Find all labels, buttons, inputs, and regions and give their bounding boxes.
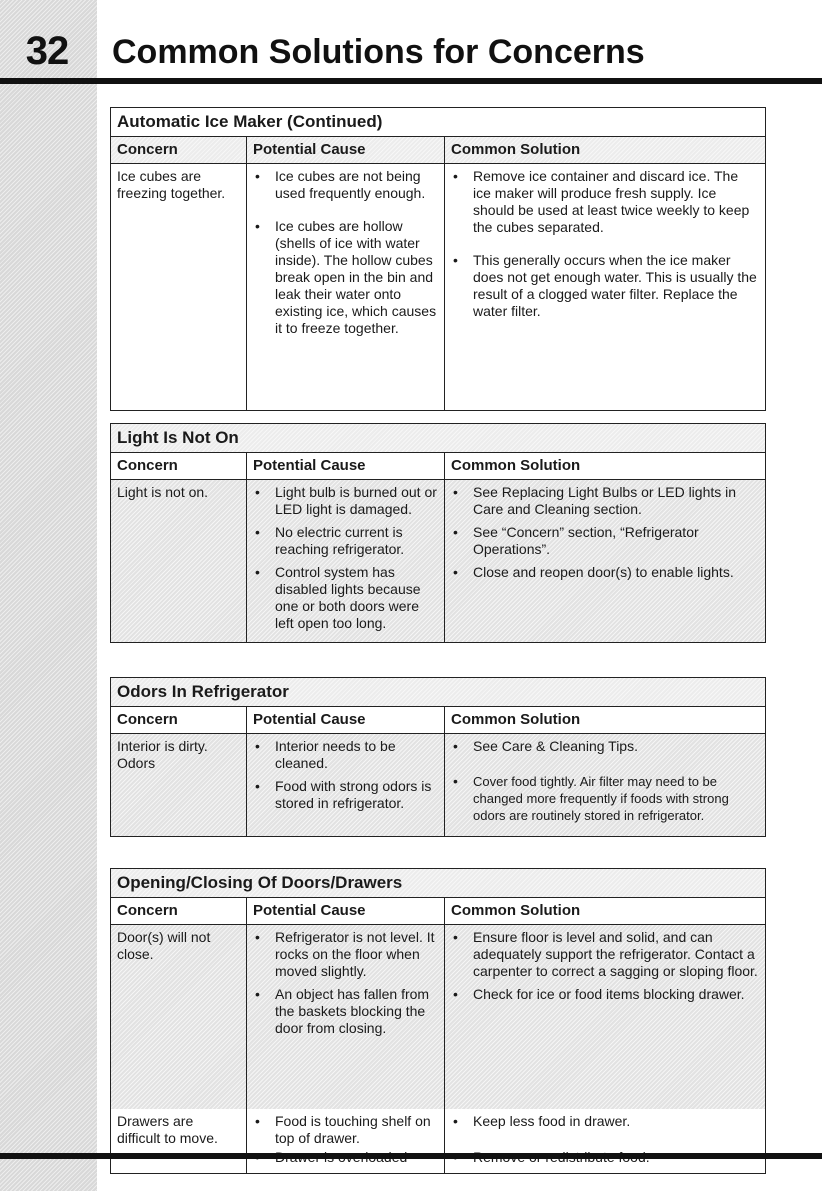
concern-cell xyxy=(111,925,247,1109)
header-potential-cause: Potential Cause xyxy=(247,137,445,164)
section-title: Light Is Not On xyxy=(111,424,765,453)
list-item: • Food with strong odors is stored in refrigerator. xyxy=(255,778,432,811)
concern-text: Light is not on. xyxy=(117,484,209,500)
list-item: • Ice cubes are hollow (shells of ice with water inside). The hollow cubes break open in the bin and leak their water onto existing ice, which causes it to freeze together. xyxy=(255,218,437,336)
header-common-solution: Common Solution xyxy=(445,137,765,164)
header-concern: Concern xyxy=(111,898,247,925)
header-potential-cause: Potential Cause xyxy=(247,453,445,480)
section-title: Automatic Ice Maker (Continued) xyxy=(111,108,765,137)
top-rule xyxy=(0,78,822,84)
solution-cell xyxy=(445,480,765,642)
section-light-not-on xyxy=(110,423,766,643)
list-item: • Refrigerator is not level. It rocks on the floor when moved slightly. xyxy=(255,929,435,979)
cause-cell xyxy=(247,734,445,836)
solution-cell xyxy=(445,164,765,410)
cause-cell xyxy=(247,1109,445,1173)
section-ice-maker xyxy=(110,107,766,411)
header-common-solution: Common Solution xyxy=(445,898,765,925)
list-item: • Ensure floor is level and solid, and can adequately support the refrigerator. Contact a carpenter to correct a sagging or sloping floor. xyxy=(453,929,758,979)
solution-cell xyxy=(445,925,765,1109)
header-common-solution: Common Solution xyxy=(445,453,765,480)
list-item: • No electric current is reaching refrigerator. xyxy=(255,524,405,557)
concern-cell xyxy=(111,480,247,642)
list-item: • Close and reopen door(s) to enable lights. xyxy=(453,564,734,580)
header-potential-cause: Potential Cause xyxy=(247,707,445,734)
cause-cell xyxy=(247,164,445,410)
list-item: • See “Concern” section, “Refrigerator Operations”. xyxy=(453,524,699,557)
list-item: • Control system has disabled lights because one or both doors were left open too long. xyxy=(255,564,421,631)
list-item: • Light bulb is burned out or LED light is damaged. xyxy=(255,484,437,517)
cause-cell xyxy=(247,925,445,1109)
concern-text: Interior is dirty. xyxy=(117,738,208,754)
concern-cell xyxy=(111,164,247,410)
header-common-solution: Common Solution xyxy=(445,707,765,734)
section-title: Opening/Closing Of Doors/Drawers xyxy=(111,869,765,898)
page-number: 32 xyxy=(25,28,69,73)
left-margin-stripe xyxy=(0,0,97,1191)
list-item: • See Replacing Light Bulbs or LED lights in Care and Cleaning section. xyxy=(453,484,737,517)
header-concern: Concern xyxy=(111,137,247,164)
section-title: Odors In Refrigerator xyxy=(111,678,765,707)
list-item: • See Care & Cleaning Tips. xyxy=(453,738,638,754)
concern-text: Door(s) will not close. xyxy=(117,929,211,962)
concern-text: Ice cubes are freezing together. xyxy=(117,168,226,201)
list-item: • Food is touching shelf on top of drawer. xyxy=(255,1113,431,1146)
list-item: • Remove ice container and discard ice. The ice maker will produce fresh supply. Ice should be used at least twice weekly to keep the cubes separated. xyxy=(453,168,750,235)
concern-text: Drawers are difficult to move. xyxy=(117,1113,218,1146)
list-item: • This generally occurs when the ice maker does not get enough water. This is usually the result of a clogged water filter. Replace the water filter. xyxy=(453,252,757,319)
bottom-rule xyxy=(0,1153,822,1159)
concern-text: Odors xyxy=(117,755,156,771)
list-item: • Ice cubes are not being used frequently enough. xyxy=(255,168,426,201)
list-item: • Check for ice or food items blocking drawer. xyxy=(453,986,745,1002)
solution-cell xyxy=(445,1109,765,1173)
section-doors-drawers xyxy=(110,868,766,1174)
concern-cell xyxy=(111,1109,247,1173)
header-potential-cause: Potential Cause xyxy=(247,898,445,925)
list-item: • An object has fallen from the baskets blocking the door from closing. xyxy=(255,986,430,1036)
list-item: • Keep less food in drawer. xyxy=(453,1113,631,1129)
solution-cell xyxy=(445,734,765,836)
header-concern: Concern xyxy=(111,453,247,480)
header-concern: Concern xyxy=(111,707,247,734)
cause-cell xyxy=(247,480,445,642)
list-item: • Interior needs to be cleaned. xyxy=(255,738,396,771)
section-odors xyxy=(110,677,766,837)
list-item: • Cover food tightly. Air filter may need to be changed more frequently if foods with strong odors are routinely stored in refrigerator. xyxy=(453,773,729,823)
page-title: Common Solutions for Concerns xyxy=(112,33,645,71)
concern-cell xyxy=(111,734,247,836)
